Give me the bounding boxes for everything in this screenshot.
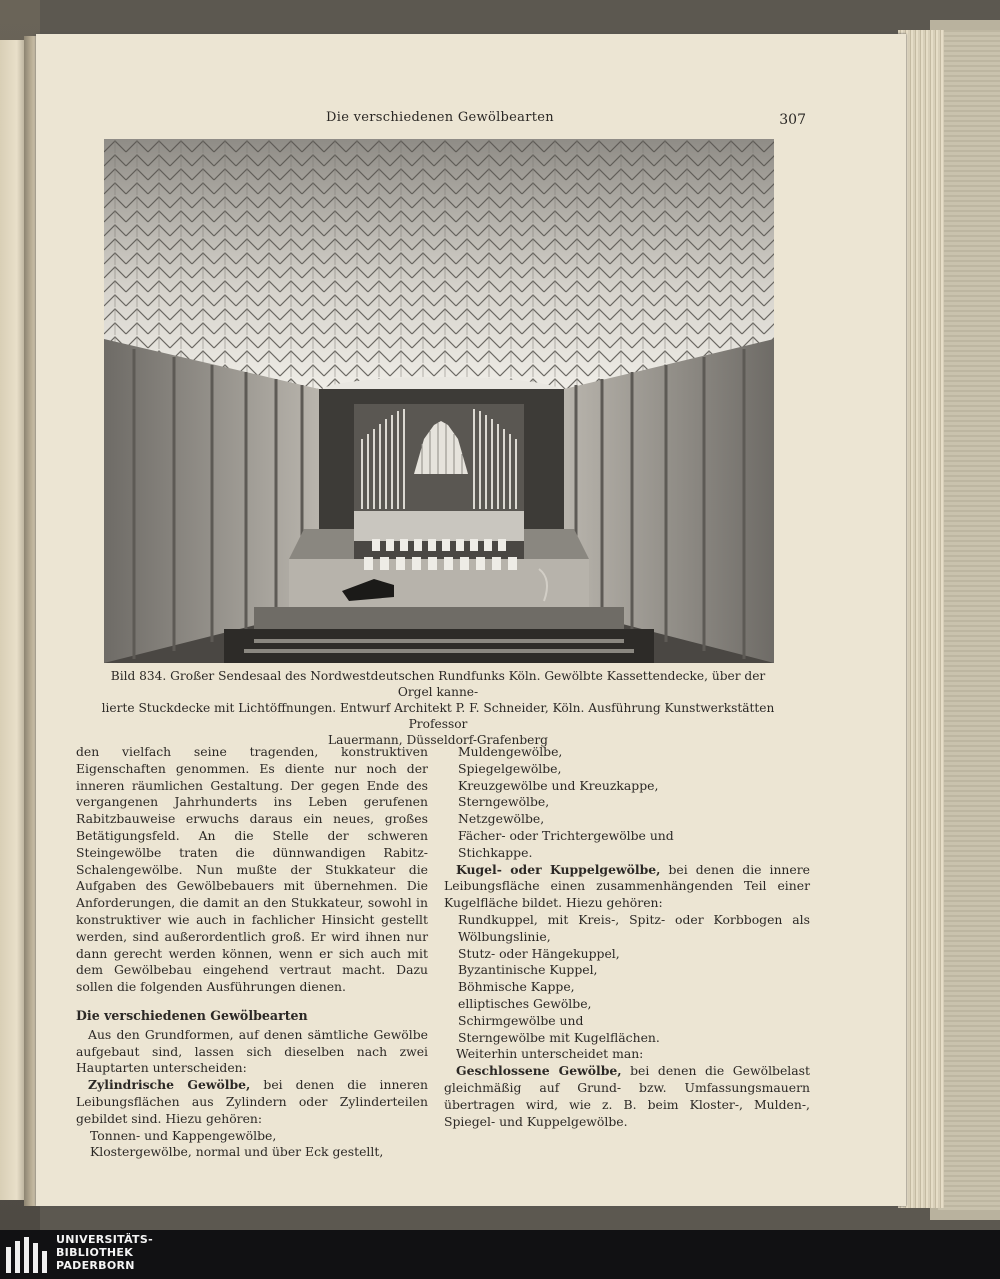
list-item: Klostergewölbe, normal und über Eck gestellt, — [90, 1144, 384, 1160]
running-head: Die verschiedenen Gewölbearten — [326, 110, 554, 125]
list-item: Muldengewölbe, — [458, 744, 563, 759]
right-cover-cloth — [938, 30, 1000, 1210]
list-item: Netzgewölbe, — [458, 811, 545, 827]
paragraph-zylindrische — [76, 1077, 428, 1127]
section-heading: Die verschiedenen Gewölbearten — [76, 1007, 308, 1023]
list-item: Sterngewölbe, — [458, 794, 550, 810]
list-item: Schirmgewölbe und — [458, 1012, 584, 1028]
paragraph-weiterhin: Weiterhin unterscheidet man: — [456, 1046, 644, 1062]
list-item: Sterngewölbe mit Kugelflächen. — [458, 1029, 660, 1045]
library-name-line: UNIVERSITÄTS- — [56, 1233, 153, 1246]
caption-line: lierte Stuckdecke mit Lichtöffnungen. Entwurf Architekt P. F. Schneider, Köln. Ausführung Kunstwerkstätten Professor — [101, 701, 775, 731]
term-geschlossene-gewoelbe: Geschlossene Gewölbe, — [456, 1063, 622, 1079]
paragraph-grundformen: Aus den Grundformen, auf denen sämtliche Gewölbe aufgebaut sind, lassen sich dieselben nach zwei Hauptarten unterscheiden: — [76, 1026, 428, 1076]
list-item: Stutz- oder Hängekuppel, — [458, 945, 620, 961]
library-name — [56, 1233, 153, 1272]
term-geschlossene-text: bei denen die Gewölbelast gleichmäßig auf Grund- bzw. Umfassungsmauern übertragen wird, wie z. B. beim Kloster-, Mulden-, Spiegel- und Kuppelgewölbe. — [444, 1063, 810, 1129]
list-item: Böhmische Kappe, — [458, 979, 575, 995]
term-zylindrische-gewoelbe: Zylindrische Gewölbe, — [88, 1077, 251, 1093]
list-item: Fächer- oder Trichtergewölbe und — [458, 827, 674, 843]
figure-caption — [100, 668, 776, 748]
paragraph-geschlossene — [444, 1063, 810, 1130]
library-name-line: BIBLIOTHEK — [56, 1246, 134, 1259]
right-text-column — [444, 744, 810, 1130]
term-kugel-text: bei denen die innere Leibungsfläche einen zusammenhängenden Teil einer Kugelfläche bildet. Hiezu gehören: — [444, 861, 810, 911]
list-item: Kreuzgewölbe und Kreuzkappe, — [458, 777, 659, 793]
list-item: Rundkuppel, mit Kreis-, Spitz- oder Korbbogen als Wölbungslinie, — [458, 911, 810, 944]
left-text-column — [76, 744, 428, 1161]
caption-line: Bild 834. Großer Sendesaal des Nordwestdeutschen Rundfunks Köln. Gewölbte Kassettendecke, über der Orgel kanne- — [110, 669, 766, 699]
list-item: Spiegelgewölbe, — [458, 760, 562, 776]
list-item: Byzantinische Kuppel, — [458, 962, 598, 978]
list-item: Tonnen- und Kappengewölbe, — [90, 1127, 277, 1143]
library-logo-icon — [6, 1237, 48, 1273]
term-zylindrische-text: bei denen die inneren Leibungsflächen aus Zylindern oder Zylinderteilen gebildet sind. Hiezu gehören: — [76, 1077, 428, 1126]
list-item: elliptisches Gewölbe, — [458, 995, 592, 1011]
term-kugel-gewoelbe: Kugel- oder Kuppelgewölbe, — [456, 861, 661, 877]
paragraph-kugel — [444, 862, 810, 912]
library-name-line: PADERBORN — [56, 1259, 135, 1272]
list-item: Stichkappe. — [458, 844, 533, 860]
concert-hall-photograph — [104, 139, 774, 663]
concert-hall-illustration — [104, 139, 774, 663]
page-number: 307 — [779, 112, 806, 128]
intro-paragraph: den vielfach seine tragenden, konstruktiven Eigenschaften genommen. Es diente nur noch der inneren räumlichen Gestaltung. Der gegen Ende des vergangenen Jahrhunderts ins Leben gerufenen Rabitzbauweise erwuchs daraus ein neues, großes Betätigungsfeld. An die Stelle der schweren Steingewölbe traten die dünnwandigen Rabitz-Schalengewölbe. Nun mußte der Stukkateur die Aufgaben des Gewölbebauers mit übernehmen. Die Anforderungen, die damit an den Stukkateur, sowohl in konstruktiver wie auch in fachlicher Hinsicht gestellt werden, sind außerordentlich groß. Er wird ihnen nur dann gerecht werden können, wenn er sich auch mit dem Gewölbebau eingehend vertraut macht. Dazu sollen die folgenden Ausführungen dienen. — [76, 744, 428, 995]
caption-line: Lauermann, Düsseldorf-Grafenberg — [328, 733, 548, 747]
organ-pipes — [354, 404, 524, 514]
